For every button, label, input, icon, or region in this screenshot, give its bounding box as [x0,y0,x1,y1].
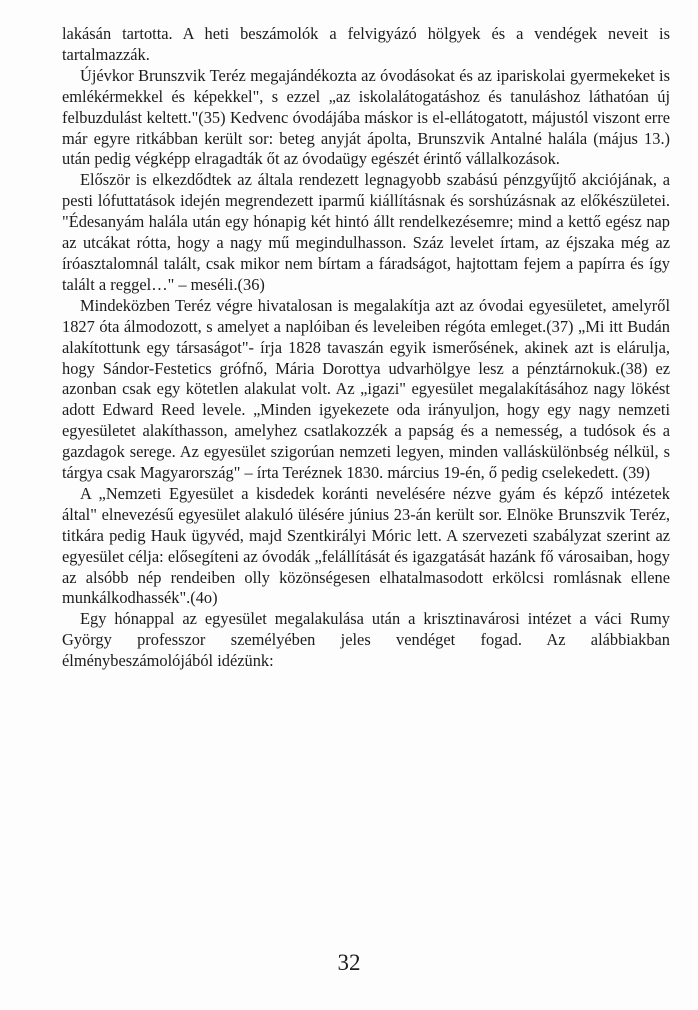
paragraph-4: Mindeközben Teréz végre hivatalosan is megalakítja azt az óvodai egyesületet, amelyről 1827 óta álmodozott, s amelyet a naplóiban és leveleiben régóta emleget.(37) „Mi itt Budán alakítottunk egy társaságot"- írja 1828 tavaszán egyik ismerősének, akinek azt is elárulja, hogy Sándor-Festetics grófnő, Mária Dorottya udvarhölgye lesz a pénztárnokuk.(38) ez azonban csak egy kötetlen alakulat volt. Az „igazi" egyesület megalakításához nagy lökést adott Edward Reed levele. „Minden igyekezete oda irányuljon, hogy egy nagy nemzeti egyesületet alakíthasson, amelyhez csatlakozzék a papság és a nemesség, a tudósok és a gazdagok serege. Az egyesület szigorúan nemzeti legyen, minden valláskülönbség nélkül, s tárgya csak Magyarország" – írta Teréznek 1830. március 19-én, ő pedig cselekedett. (39) [62,295,670,483]
paragraph-3: Először is elkezdődtek az általa rendezett legnagyobb szabású pénzgyűjtő akciójának, a pesti lófuttatások idején megrendezett iparmű kiállításnak és sorshúzásnak az előkészületei. "Édesanyám halála után egy hónapig két hintó állt rendelkezésemre; mind a kettő egész nap az utcákat rótta, hogy a nagy mű megindulhasson. Száz levelet írtam, az éjszaka még az íróasztalomnál talált, csak mikor nem bírtam a fáradságot, hajtottam fejem a papírra és így talált a reggel…" – meséli.(36) [62,170,670,294]
paragraph-5: A „Nemzeti Egyesület a kisdedek koránti nevelésére nézve gyám és képző intézetek által" elnevezésű egyesület alakuló ülésére június 23-án került sor. Elnöke Brunszvik Teréz, titkára pedig Hauk ügyvéd, majd Szentkirályi Móric lett. A szervezeti szabályzat szerint az egyesület célja: elősegíteni az óvodák „felállítását és igazgatását hazánk fő városaiban, hogy az alsóbb nép rendeiben olly közönségesen elhatalmasodott erkölcsi romlásnak ellene munkálkodhassék".(4o) [62,483,670,608]
body-text [62,24,670,672]
paragraph-2: Újévkor Brunszvik Teréz megajándékozta az óvodásokat és az ipariskolai gyermekeket is emlékérmekkel és képekkel", s ezzel „az iskolalátogatáshoz és tanuláshoz láthatóan új felbuzdulást keltett."(35) Kedvenc óvodájába máskor is el-ellátogatott, májustól viszont erre már egyre ritkábban került sor: beteg anyját ápolta, Brunszvik Antalné halála (május 13.) után pedig végképp elragadták őt az óvodaügy egészét érintő vállalkozások. [62,65,670,169]
page-number: 32 [337,950,361,975]
paragraph-6: Egy hónappal az egyesület megalakulása után a krisztinavárosi intézet a váci Rumy György professzor személyében jeles vendéget fogad. Az alábbiakban élménybeszámolójából idézünk: [62,609,670,671]
paragraph-1: lakásán tartotta. A heti beszámolók a felvigyázó hölgyek és a vendégek neveit is tartalmazzák. [62,24,670,64]
